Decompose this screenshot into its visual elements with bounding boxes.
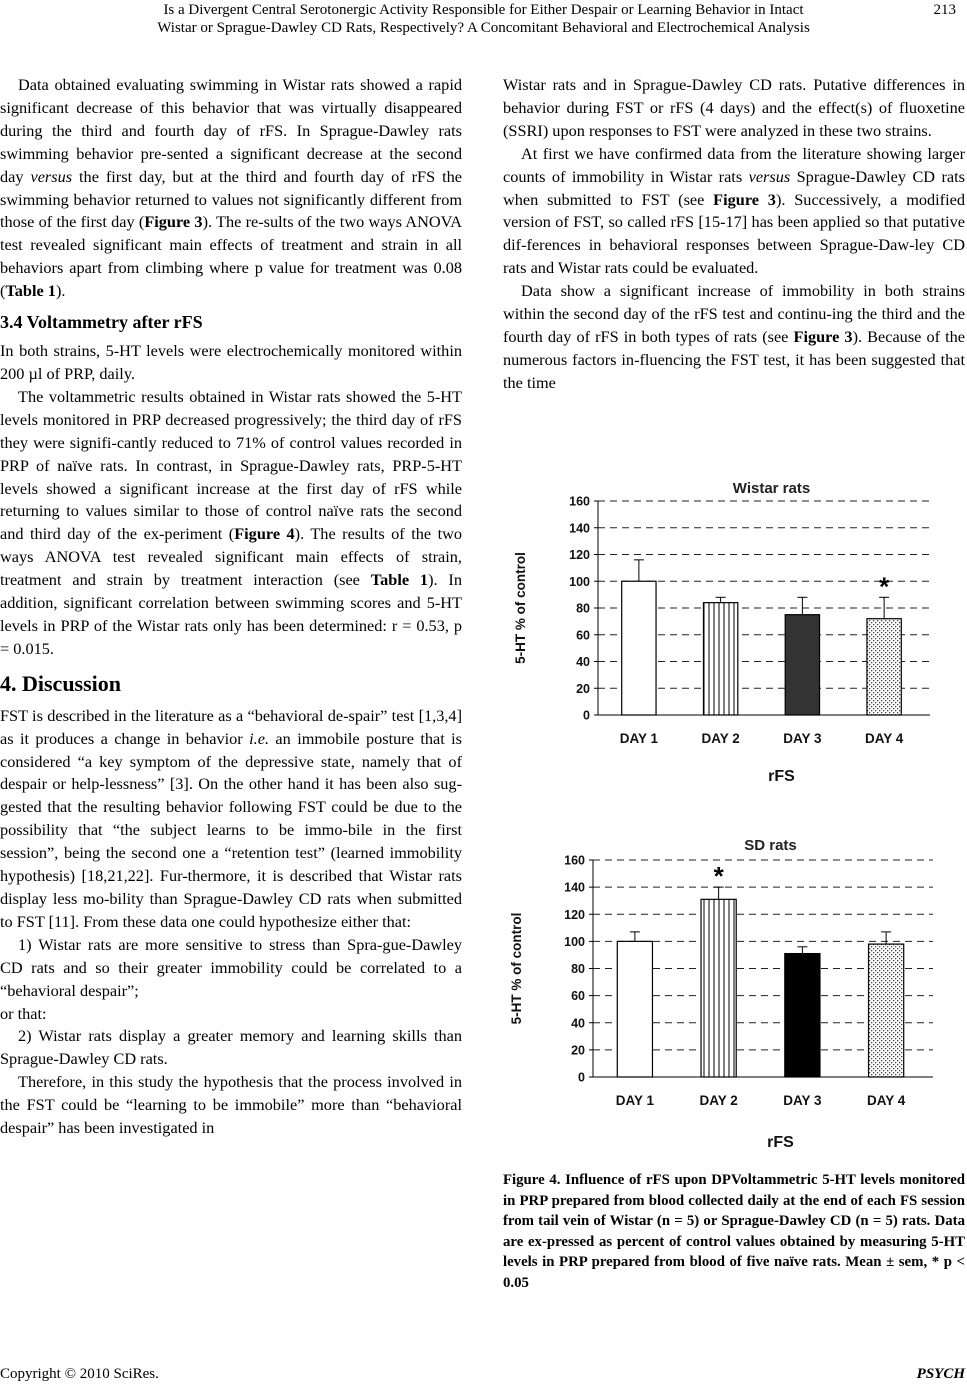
- x-tick-label: DAY 4: [866, 1093, 906, 1108]
- y-axis-label: 5-HT % of control: [509, 912, 524, 1025]
- bar-day-3: [785, 954, 820, 1077]
- x-tick-label: DAY 2: [701, 731, 740, 746]
- chart-title: SD rats: [744, 837, 797, 854]
- paragraph: Wistar rats and in Sprague-Dawley CD rats. Putative differences in behavior during FST or rFS (4 days) and the effect(s) of fluoxetine (SSRI) upon responses to FST were analyzed in these two strains.: [503, 75, 965, 140]
- running-title-line-1: Is a Divergent Central Serotonergic Activity Responsible for Either Despair or Learning Behavior in Intact: [163, 2, 804, 18]
- y-tick-label: 80: [571, 962, 585, 976]
- journal-name: PSYCH: [916, 1366, 965, 1382]
- y-tick-label: 40: [576, 655, 590, 669]
- y-tick-label: 60: [576, 628, 590, 643]
- copyright: Copyright © 2010 SciRes.: [0, 1366, 159, 1382]
- paragraph: At first we have confirmed data from the literature showing larger counts of immobility in Wistar rats versus Sprague-Dawley CD rats when submitted to FST (see Figure 3). Successively, a modified version of FST, so called rFS [15-17] has been applied so that putative dif-ferences in behavioral responses between Sprague-Daw-ley CD rats and Wistar rats could be evaluated.: [503, 143, 965, 278]
- sd-bar-chart: [503, 830, 965, 1160]
- significance-marker: *: [879, 571, 890, 602]
- figure-caption: Figure 4. Influence of rFS upon DPVoltammetric 5-HT levels monitored in PRP prepared from blood collected daily at the end of each FS session from tail vein of Wistar (n = 5) or Sprague-Dawley CD (n = 5) rats. Data are ex-pressed as percent of control values obtained by measuring 5-HT levels in PRP prepared from blood of five naïve rats. Mean ± sem, * p < 0.05: [503, 1172, 965, 1291]
- x-tick-label: DAY 3: [783, 1093, 822, 1108]
- chart-title: Wistar rats: [732, 480, 811, 497]
- bar-day-2: [701, 899, 736, 1077]
- y-tick-label: 20: [576, 681, 590, 696]
- paragraph: Data obtained evaluating swimming in Wistar rats showed a rapid significant decrease of this behavior that was virtually disappeared during the third and fourth day of rFS. In Sprague-Dawley rats swimming behavior pre-sented a significant decrease at the second day versus the first day, but at the third and fourth day of rFS the swimming behavior returned to values not significantly different from those of the first day (Figure 3). The re-sults of the two ways ANOVA test revealed significant main effects of treatment and strain in all behaviors apart from climbing where p value for treatment was 0.08 (Table 1).: [0, 75, 463, 301]
- section-heading-3-4: 3.4 Voltammetry after rFS: [0, 312, 203, 333]
- paragraph: Data show a significant increase of immobility in both strains within the second day of the rFS test and continu-ing the third and the fourth day of rFS in both types of rats (see Figure 3). Because of the numerous factors in-fluencing the FST test, it has been suggested that the time: [503, 281, 966, 392]
- x-axis-label: rFS: [768, 768, 795, 785]
- x-tick-label: DAY 3: [783, 731, 822, 746]
- left-column: [0, 74, 462, 1140]
- bar-day-1: [622, 581, 656, 715]
- bar-day-1: [617, 941, 652, 1077]
- y-tick-label: 40: [571, 1016, 585, 1031]
- x-tick-label: DAY 2: [699, 1093, 738, 1108]
- y-tick-label: 0: [578, 1070, 585, 1085]
- y-tick-label: 160: [564, 853, 585, 868]
- wistar-bar-chart: [503, 470, 965, 795]
- paragraph: or that:: [0, 1003, 47, 1023]
- paragraph: Therefore, in this study the hypothesis that the process involved in the FST could be “learning to be immobile” more than “behavioral despair” has been investigated in: [0, 1072, 462, 1138]
- y-tick-label: 160: [569, 494, 590, 509]
- bar-day-4: [869, 944, 904, 1077]
- significance-marker: *: [713, 861, 724, 892]
- running-title-line-2: Wistar or Sprague-Dawley CD Rats, Respectively? A Concomitant Behavioral and Electrochemical Analysis: [157, 20, 810, 36]
- bar-day-3: [785, 615, 819, 715]
- y-tick-label: 120: [569, 548, 590, 562]
- right-column: [503, 74, 965, 395]
- paragraph: FST is described in the literature as a “behavioral de-spair” test [1,3,4] as it produces a change in behavior i.e. an immobile posture that is considered “a key symptom of the depressive state, namely that of despair or help-lessness” [3]. On the other hand it has been also sug-gested that the resulting behavior following FST could be due to the possibility that “the subject learns to be immo-bile in the first session”, being the second one a “retention test” (learned immobility hypothesis) [18,21,22]. Fur-thermore, it is described that Wistar rats display less mo-bility than Sprague-Dawley CD rats when submitted to FST [11]. From these data one could hypothesize either that:: [0, 705, 463, 931]
- y-tick-label: 100: [564, 934, 585, 949]
- y-tick-label: 60: [571, 989, 585, 1004]
- section-heading-4: 4. Discussion: [0, 670, 122, 696]
- list-item: 2) Wistar rats display a greater memory and learning skills than Sprague-Dawley CD rats.: [0, 1026, 462, 1069]
- y-tick-label: 20: [571, 1043, 585, 1058]
- bar-day-2: [703, 603, 737, 715]
- y-tick-label: 140: [564, 880, 585, 895]
- x-tick-label: DAY 1: [619, 731, 659, 746]
- paragraph: The voltammetric results obtained in Wistar rats showed the 5-HT levels monitored in PRP decreased progressively; the third day of rFS they were signifi-cantly reduced to 71% of control values recorded in PRP of naïve rats. In contrast, in Sprague-Dawley rats, PRP-5-HT levels showed a significant increase at the first day of rFS while returning to values similar to those of control naïve rats the second and third day of the ex-periment (Figure 4). The results of the two ways ANOVA test revealed significant main effects of strain, treatment and strain by treatment interaction (see Table 1). In addition, significant correlation between swimming scores and 5-HT levels in PRP of the Wistar rats only has been determined: r = 0.53, p = 0.015.: [0, 386, 462, 658]
- y-tick-label: 140: [569, 521, 590, 536]
- y-tick-label: 0: [583, 708, 590, 723]
- y-tick-label: 80: [576, 601, 590, 616]
- paragraph: In both strains, 5-HT levels were electrochemically monitored within 200 µl of PRP, daily.: [0, 341, 462, 383]
- running-title: [0, 1, 967, 37]
- page-number: 213: [933, 2, 956, 18]
- x-tick-label: DAY 1: [615, 1093, 655, 1108]
- y-tick-label: 100: [569, 574, 590, 589]
- x-axis-label: rFS: [767, 1134, 794, 1151]
- y-axis-label: 5-HT % of control: [513, 552, 528, 664]
- x-tick-label: DAY 4: [864, 731, 904, 746]
- y-tick-label: 120: [564, 907, 585, 922]
- bar-day-4: [867, 619, 901, 715]
- list-item: 1) Wistar rats are more sensitive to stress than Spra-gue-Dawley CD rats and so their greater immobility could be correlated to a “behavioral despair”;: [0, 934, 462, 1000]
